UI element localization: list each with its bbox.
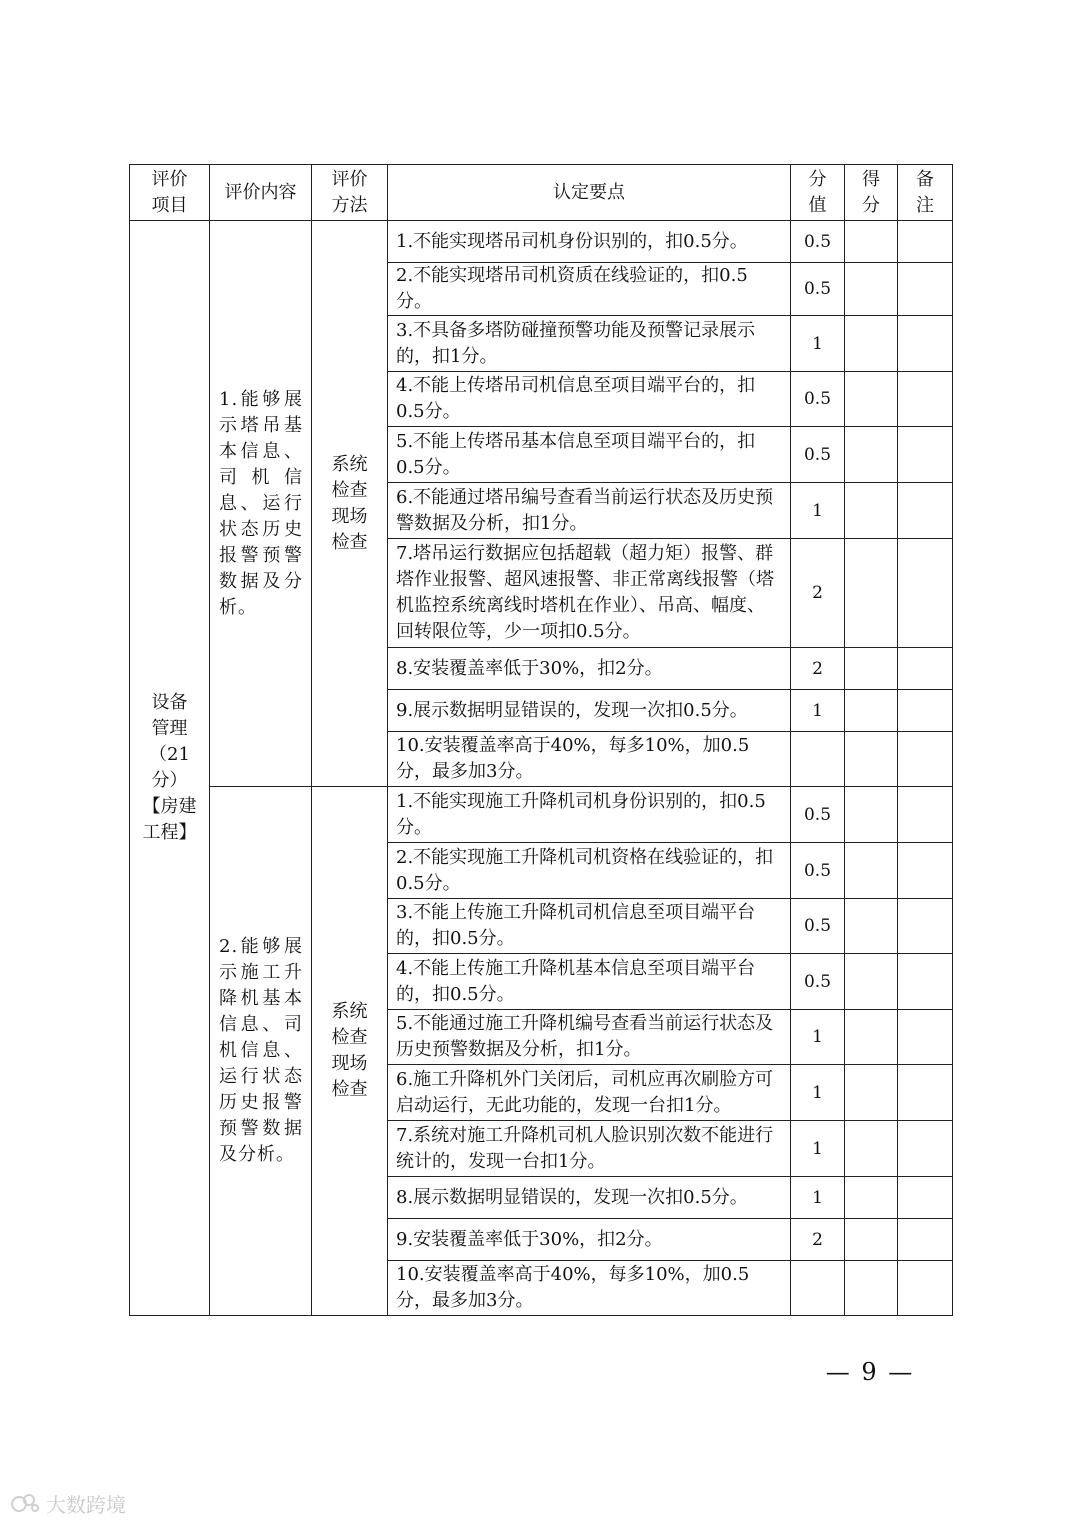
got-cell bbox=[845, 1121, 898, 1177]
score-cell: 1 bbox=[791, 316, 845, 372]
got-cell bbox=[845, 787, 898, 843]
remark-cell bbox=[898, 899, 953, 954]
score-cell: 1 bbox=[791, 690, 845, 732]
header-points: 认定要点 bbox=[388, 165, 791, 221]
got-cell bbox=[845, 263, 898, 316]
got-cell bbox=[845, 483, 898, 539]
score-cell: 1 bbox=[791, 1177, 845, 1219]
got-cell bbox=[845, 1010, 898, 1065]
score-cell: 0.5 bbox=[791, 372, 845, 427]
remark-cell bbox=[898, 483, 953, 539]
score-cell: 0.5 bbox=[791, 899, 845, 954]
point-cell: 1.不能实现塔吊司机身份识别的，扣0.5分。 bbox=[388, 221, 791, 263]
got-cell bbox=[845, 954, 898, 1010]
point-cell: 4.不能上传塔吊司机信息至项目端平台的，扣0.5分。 bbox=[388, 372, 791, 427]
score-cell bbox=[791, 732, 845, 787]
got-cell bbox=[845, 316, 898, 372]
score-cell: 2 bbox=[791, 539, 845, 648]
point-cell: 9.安装覆盖率低于30%，扣2分。 bbox=[388, 1219, 791, 1261]
point-cell: 7.塔吊运行数据应包括超载（超力矩）报警、群塔作业报警、超风速报警、非正常离线报警（塔机监控系统离线时塔机在作业）、吊高、幅度、回转限位等，少一项扣0.5分。 bbox=[388, 539, 791, 648]
content-cell-1: 1.能够展示塔吊基本信息、司机信息、运行状态历史报警预警数据及分析。 bbox=[210, 221, 312, 787]
point-cell: 1.不能实现施工升降机司机身份识别的，扣0.5分。 bbox=[388, 787, 791, 843]
content-cell-2: 2.能够展示施工升降机基本信息、司机信息、运行状态历史报警预警数据及分析。 bbox=[210, 787, 312, 1316]
remark-cell bbox=[898, 1121, 953, 1177]
remark-cell bbox=[898, 1177, 953, 1219]
score-cell: 1 bbox=[791, 1065, 845, 1121]
point-cell: 9.展示数据明显错误的，发现一次扣0.5分。 bbox=[388, 690, 791, 732]
page-number: — 9 — bbox=[825, 1358, 915, 1386]
header-row bbox=[130, 165, 953, 221]
score-cell: 0.5 bbox=[791, 263, 845, 316]
point-cell: 2.不能实现施工升降机司机资格在线验证的，扣0.5分。 bbox=[388, 843, 791, 899]
point-cell: 10.安装覆盖率高于40%，每多10%，加0.5分，最多加3分。 bbox=[388, 1261, 791, 1316]
watermark-text: 大数跨境 bbox=[46, 1492, 126, 1517]
evaluation-table bbox=[129, 164, 953, 1316]
remark-cell bbox=[898, 539, 953, 648]
score-cell: 0.5 bbox=[791, 787, 845, 843]
got-cell bbox=[845, 539, 898, 648]
score-cell: 1 bbox=[791, 1010, 845, 1065]
score-cell: 1 bbox=[791, 483, 845, 539]
method-cell-2: 系统 检查 现场 检查 bbox=[312, 787, 388, 1316]
score-cell: 2 bbox=[791, 648, 845, 690]
score-cell: 2 bbox=[791, 1219, 845, 1261]
point-cell: 2.不能实现塔吊司机资质在线验证的，扣0.5分。 bbox=[388, 263, 791, 316]
table-row bbox=[130, 221, 953, 263]
point-cell: 6.施工升降机外门关闭后，司机应再次刷脸方可启动运行，无此功能的，发现一台扣1分。 bbox=[388, 1065, 791, 1121]
remark-cell bbox=[898, 1219, 953, 1261]
got-cell bbox=[845, 372, 898, 427]
got-cell bbox=[845, 648, 898, 690]
remark-cell bbox=[898, 316, 953, 372]
got-cell bbox=[845, 899, 898, 954]
watermark bbox=[10, 1488, 126, 1518]
got-cell bbox=[845, 843, 898, 899]
remark-cell bbox=[898, 1065, 953, 1121]
score-cell: 0.5 bbox=[791, 954, 845, 1010]
point-cell: 10.安装覆盖率高于40%，每多10%，加0.5分，最多加3分。 bbox=[388, 732, 791, 787]
remark-cell bbox=[898, 843, 953, 899]
point-cell: 5.不能上传塔吊基本信息至项目端平台的，扣0.5分。 bbox=[388, 427, 791, 483]
remark-cell bbox=[898, 263, 953, 316]
table-row bbox=[130, 787, 953, 843]
got-cell bbox=[845, 427, 898, 483]
header-item: 评价 项目 bbox=[130, 165, 210, 221]
header-method: 评价 方法 bbox=[312, 165, 388, 221]
header-score: 分 值 bbox=[791, 165, 845, 221]
score-cell: 1 bbox=[791, 1121, 845, 1177]
got-cell bbox=[845, 1261, 898, 1316]
point-cell: 5.不能通过施工升降机编号查看当前运行状态及历史预警数据及分析，扣1分。 bbox=[388, 1010, 791, 1065]
point-cell: 6.不能通过塔吊编号查看当前运行状态及历史预警数据及分析，扣1分。 bbox=[388, 483, 791, 539]
remark-cell bbox=[898, 1261, 953, 1316]
item-cell: 设备 管理 （21 分） 【房建 工程】 bbox=[130, 221, 210, 1316]
method-cell-1: 系统 检查 现场 检查 bbox=[312, 221, 388, 787]
got-cell bbox=[845, 1177, 898, 1219]
got-cell bbox=[845, 732, 898, 787]
got-cell bbox=[845, 1065, 898, 1121]
score-cell: 0.5 bbox=[791, 221, 845, 263]
score-cell bbox=[791, 1261, 845, 1316]
remark-cell bbox=[898, 954, 953, 1010]
remark-cell bbox=[898, 1010, 953, 1065]
remark-cell bbox=[898, 221, 953, 263]
score-cell: 0.5 bbox=[791, 843, 845, 899]
point-cell: 4.不能上传施工升降机基本信息至项目端平台的，扣0.5分。 bbox=[388, 954, 791, 1010]
watermark-logo-icon bbox=[10, 1491, 40, 1515]
remark-cell bbox=[898, 787, 953, 843]
remark-cell bbox=[898, 648, 953, 690]
header-content: 评价内容 bbox=[210, 165, 312, 221]
remark-cell bbox=[898, 732, 953, 787]
header-remark: 备 注 bbox=[898, 165, 953, 221]
point-cell: 8.展示数据明显错误的，发现一次扣0.5分。 bbox=[388, 1177, 791, 1219]
point-cell: 3.不能上传施工升降机司机信息至项目端平台的，扣0.5分。 bbox=[388, 899, 791, 954]
got-cell bbox=[845, 221, 898, 263]
point-cell: 8.安装覆盖率低于30%，扣2分。 bbox=[388, 648, 791, 690]
point-cell: 3.不具备多塔防碰撞预警功能及预警记录展示的，扣1分。 bbox=[388, 316, 791, 372]
point-cell: 7.系统对施工升降机司机人脸识别次数不能进行统计的，发现一台扣1分。 bbox=[388, 1121, 791, 1177]
score-cell: 0.5 bbox=[791, 427, 845, 483]
remark-cell bbox=[898, 690, 953, 732]
remark-cell bbox=[898, 372, 953, 427]
remark-cell bbox=[898, 427, 953, 483]
got-cell bbox=[845, 1219, 898, 1261]
got-cell bbox=[845, 690, 898, 732]
header-got: 得 分 bbox=[845, 165, 898, 221]
